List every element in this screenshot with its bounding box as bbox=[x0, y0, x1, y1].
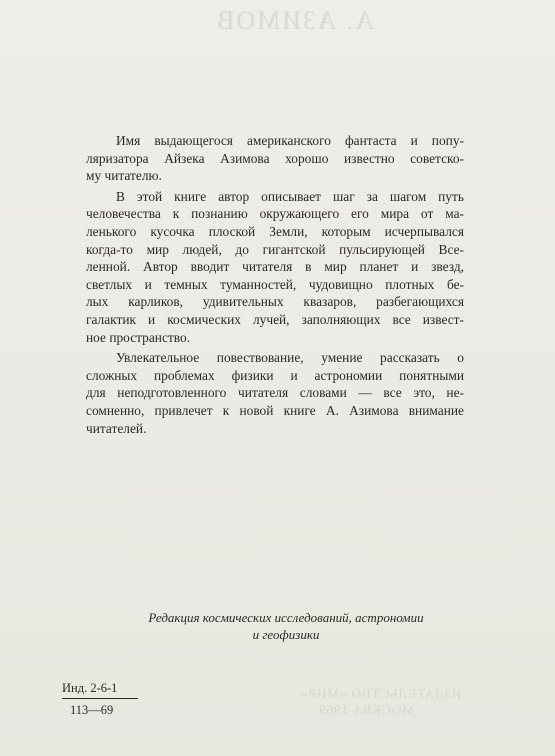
text-line: человечества к познанию окружающего его мира от ма- bbox=[86, 206, 464, 222]
text-line: ляризатора Айзека Азимова хорошо известно советско- bbox=[86, 150, 464, 166]
annotation-paragraph bbox=[86, 349, 464, 437]
text-line: ное пространство. bbox=[86, 329, 191, 345]
text-line: лых карликов, удивительных квазаров, разбегающихся bbox=[86, 294, 464, 310]
text-line: Увлекательное повествование, умение рассказать о bbox=[116, 350, 464, 366]
text-line: светлых и темных туманностей, чудовищно плотных бе- bbox=[86, 276, 464, 292]
annotation-paragraph bbox=[86, 132, 464, 185]
catalog-index bbox=[62, 680, 138, 718]
text-line: му читателю. bbox=[86, 168, 162, 184]
text-line: галактик и космических лучей, заполняющих все извест- bbox=[86, 311, 464, 327]
text-line: ленной. Автор вводит читателя в мир планет и звезд, bbox=[86, 259, 464, 275]
annotation-text bbox=[86, 132, 464, 440]
text-line: для неподготовленного читателя словами — все это, не- bbox=[86, 385, 464, 401]
index-number: 113—69 bbox=[70, 703, 114, 717]
annotation-paragraph bbox=[86, 188, 464, 346]
bleed-through-text: А. АЗИМОВ bbox=[215, 6, 374, 35]
index-code: Инд. 2-6-1 bbox=[62, 680, 138, 699]
text-line: сложных проблемах физики и астрономии понятными bbox=[86, 367, 464, 383]
editorial-line: Редакция космических исследований, астрономии bbox=[148, 610, 424, 625]
editorial-office bbox=[110, 609, 462, 643]
bleed-through-text: ИЗДАТЕЛЬСТВО «МИР» bbox=[300, 686, 462, 701]
text-line: В этой книге автор описывает шаг за шагом путь bbox=[116, 188, 464, 204]
text-line: читателей. bbox=[86, 420, 147, 436]
bleed-through-text: МОСКВА 1969 bbox=[318, 702, 414, 717]
editorial-line: и геофизики bbox=[252, 627, 320, 642]
text-line: Имя выдающегося американского фантаста и попу- bbox=[116, 133, 464, 148]
text-line: сомненно, привлечет к новой книге А. Азимова внимание bbox=[86, 402, 464, 418]
text-line: когда-то мир людей, до гигантской пульсирующей Все- bbox=[86, 241, 464, 257]
text-line: ленького кусочка плоской Земли, которым исчерпывался bbox=[86, 223, 464, 239]
